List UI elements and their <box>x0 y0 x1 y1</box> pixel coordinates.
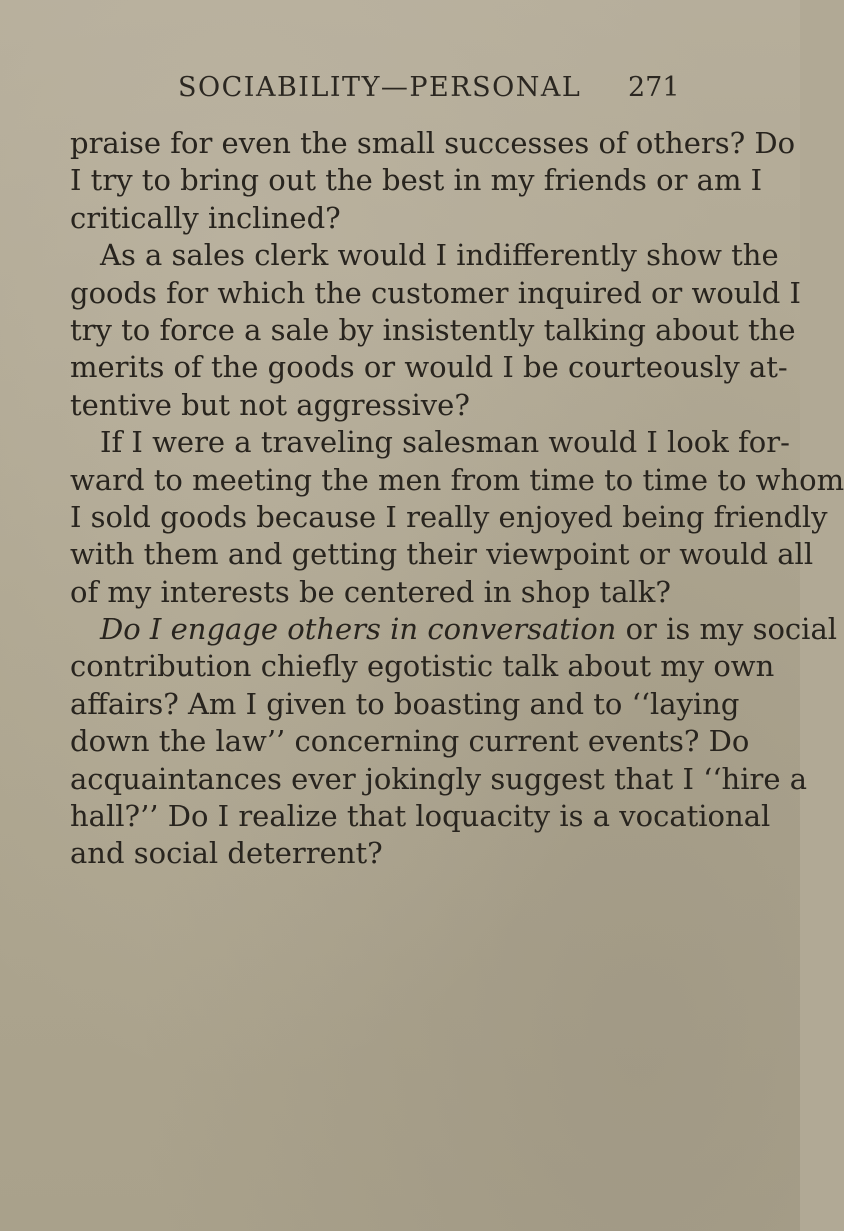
text-line: hall?’’ Do I realize that loquacity is a vocational <box>70 799 771 834</box>
text-line: down the law’’ concerning current events? Do <box>70 724 750 759</box>
text-line: affairs? Am I given to boasting and to ‘‘laying <box>70 686 740 721</box>
italic-phrase: Do I engage others in conversation <box>100 612 617 647</box>
text-line: merits of the goods or would I be courteously at- <box>70 350 788 385</box>
text-line: praise for even the small successes of others? Do <box>70 126 796 160</box>
page-header <box>0 72 800 112</box>
text-line: If I were a traveling salesman would I look for- <box>100 425 790 460</box>
text-line: of my interests be centered in shop talk? <box>70 574 671 609</box>
text-line: goods for which the customer inquired or would I <box>70 275 801 310</box>
running-head: SOCIABILITY—PERSONAL <box>178 72 582 103</box>
text-line: and social deterrent? <box>70 836 383 871</box>
text-line: critically inclined? <box>70 200 341 235</box>
text-line: contribution chiefly egotistic talk about my own <box>70 649 775 684</box>
text-line: tentive but not aggressive? <box>70 387 470 422</box>
text-line-rest: or is my social <box>616 612 838 647</box>
page-number: 271 <box>628 72 680 103</box>
text-line-mixed <box>70 611 838 648</box>
text-line: I try to bring out the best in my friends or am I <box>70 163 763 198</box>
text-line: ward to meeting the men from time to time to whom <box>70 462 844 497</box>
body-text <box>70 125 844 873</box>
text-line: with them and getting their viewpoint or would all <box>70 537 814 572</box>
text-line: I sold goods because I really enjoyed being friendly <box>70 499 828 534</box>
text-line: try to force a sale by insistently talking about the <box>70 312 796 347</box>
text-line: As a sales clerk would I indifferently show the <box>100 238 779 273</box>
text-line: acquaintances ever jokingly suggest that I ‘‘hire a <box>70 761 808 796</box>
